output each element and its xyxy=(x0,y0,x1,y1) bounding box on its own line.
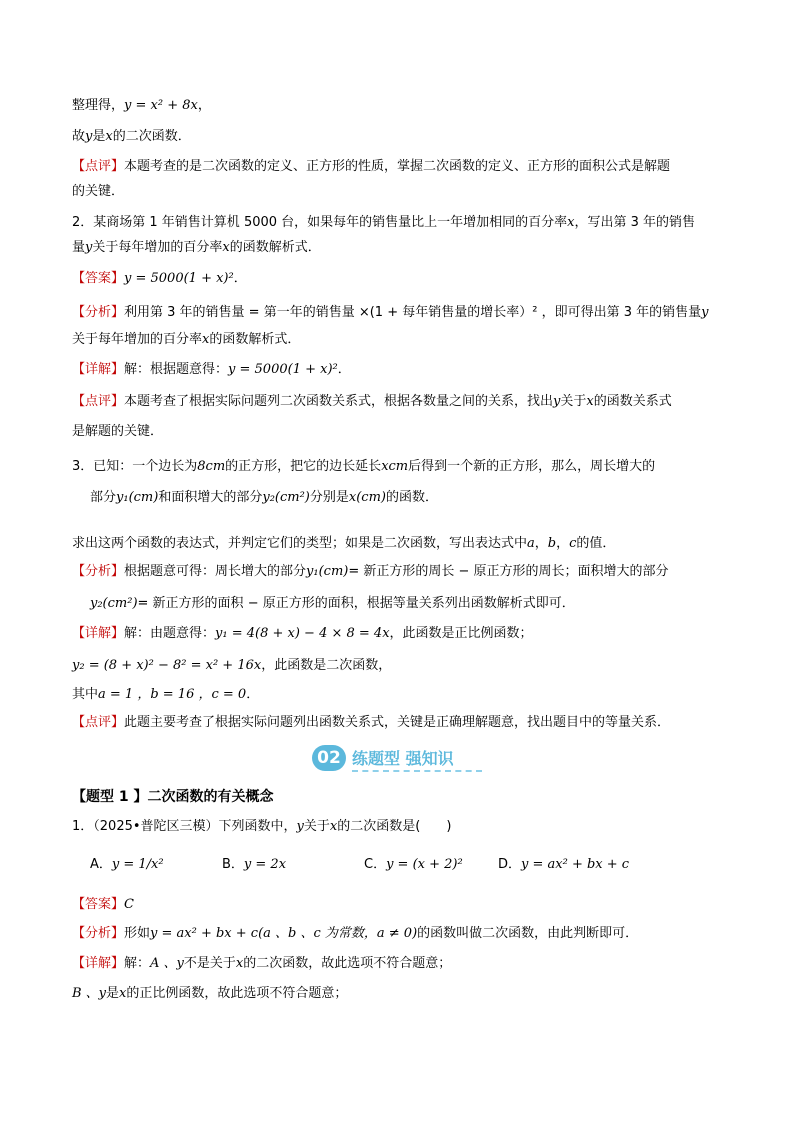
formula: y = 5000(1 + x)² xyxy=(124,271,234,286)
text: 其中 xyxy=(72,687,99,702)
formula: y₂(cm²) xyxy=(262,490,310,505)
analysis-line xyxy=(90,595,575,613)
text: ． xyxy=(233,271,247,286)
option-label: B． xyxy=(222,857,244,872)
text: 分别是 xyxy=(309,490,349,505)
text: = 新正方形的面积 − 原正方形的面积，根据等量关系列出函数解析式即可． xyxy=(137,596,575,611)
formula: xcm xyxy=(381,459,409,474)
option-b xyxy=(222,856,286,874)
question-line xyxy=(72,239,321,257)
formula: y = ax² + bx + c xyxy=(521,857,630,872)
text: 故 xyxy=(72,129,86,144)
text: = 新正方形的周长 − 原正方形的周长；面积增大的部分 xyxy=(348,564,669,579)
option-label: A． xyxy=(90,857,112,872)
formula: A 、y xyxy=(150,956,184,971)
text: ，此函数是正比例函数； xyxy=(389,626,533,641)
formula: y₁ = 4(8 + x) − 4 × 8 = 4x xyxy=(215,626,390,641)
text-line xyxy=(72,97,211,115)
section-number-badge: 02 xyxy=(312,745,346,771)
text: 的值． xyxy=(576,536,616,551)
formula: 8cm xyxy=(197,459,226,474)
formula: a = 1 ，b = 16 ，c = 0 xyxy=(98,687,247,702)
text: 量 xyxy=(72,240,86,255)
answer-line xyxy=(72,896,134,914)
comment-tag: 【点评】 xyxy=(72,394,125,409)
formula: y₁(cm) xyxy=(116,490,159,505)
text: 本题考查的是二次函数的定义、正方形的性质，掌握二次函数的定义、正方形的面积公式是解题 xyxy=(124,159,671,174)
option-d xyxy=(498,856,629,874)
detail-line xyxy=(72,955,451,973)
variable: x xyxy=(586,394,594,409)
variable: a xyxy=(527,536,535,551)
text: 2．某商场第 1 年销售计算机 5000 台，如果每年的销售量比上一年增加相同的百分率 xyxy=(72,215,568,230)
variable: b xyxy=(547,536,557,551)
comment-line xyxy=(72,714,670,732)
question-line xyxy=(72,458,655,476)
text: 求出这两个函数的表达式，并判定它们的类型；如果是二次函数，写出表达式中 xyxy=(72,536,528,551)
text: ． xyxy=(246,687,260,702)
text-line xyxy=(72,183,124,201)
variable: y xyxy=(701,305,709,320)
formula: y₂ = (8 + x)² − 8² = x² + 16x xyxy=(72,658,262,673)
text: 的正比例函数，故此选项不符合题意； xyxy=(126,986,348,1001)
option-a xyxy=(90,856,164,874)
text: 的二次函数，故此选项不符合题意； xyxy=(243,956,452,971)
analysis-line xyxy=(72,331,300,349)
text: 关于每年增加的百分率 xyxy=(72,332,203,347)
analysis-tag: 【分析】 xyxy=(72,564,125,579)
text: 是解题的关键． xyxy=(72,424,164,439)
formula: y = 2x xyxy=(243,857,287,872)
answer-line xyxy=(72,270,247,288)
question-line xyxy=(72,818,451,836)
detail-line xyxy=(72,361,351,379)
analysis-line xyxy=(72,925,638,943)
text-line xyxy=(72,128,191,146)
detail-tag: 【详解】 xyxy=(72,362,125,377)
text: 部分 xyxy=(90,490,117,505)
formula: y₂(cm²) xyxy=(90,596,138,611)
formula: B 、y xyxy=(72,986,107,1001)
analysis-line xyxy=(72,563,669,581)
text: 本题考查了根据实际问题列二次函数关系式，根据各数量之间的关系，找出 xyxy=(124,394,554,409)
section-underline xyxy=(352,770,482,772)
answer-value: C xyxy=(124,897,134,912)
text: 是 xyxy=(106,986,120,1001)
text: 是 xyxy=(92,129,106,144)
formula: y₁(cm) xyxy=(306,564,349,579)
comment-tag: 【点评】 xyxy=(72,715,125,730)
text: 的函数叫做二次函数，由此判断即可． xyxy=(417,926,639,941)
text: 的正方形，把它的边长延长 xyxy=(225,459,382,474)
text: 解：由题意得： xyxy=(124,626,216,641)
formula: x(cm) xyxy=(348,490,386,505)
text: 关于每年增加的百分率 xyxy=(92,240,223,255)
variable: y xyxy=(85,129,93,144)
text: 的函数解析式． xyxy=(229,240,321,255)
comment-line xyxy=(72,158,670,176)
variable: x xyxy=(567,215,575,230)
text: 的关键． xyxy=(72,184,125,199)
text: ． xyxy=(337,362,351,377)
question-line xyxy=(72,214,695,232)
variable: x xyxy=(222,240,230,255)
variable: x xyxy=(105,129,113,144)
text: 后得到一个新的正方形，那么，周长增大的 xyxy=(408,459,656,474)
type-heading: 【题型 1 】二次函数的有关概念 xyxy=(72,789,274,805)
text: 关于 xyxy=(560,394,587,409)
formula: y = ax² + bx + c(a 、b 、c 为常数，a ≠ 0) xyxy=(150,926,418,941)
text: ， xyxy=(197,98,211,113)
text: 1．（2025•普陀区三模）下列函数中， xyxy=(72,819,297,834)
text: 根据题意可得：周长增大的部分 xyxy=(124,564,307,579)
detail-line xyxy=(72,985,347,1003)
detail-line xyxy=(72,686,259,704)
text: 的函数解析式． xyxy=(209,332,301,347)
variable: y xyxy=(296,819,304,834)
analysis-tag: 【分析】 xyxy=(72,305,125,320)
text: 整理得， xyxy=(72,98,125,113)
text: 的二次函数． xyxy=(112,129,191,144)
question-line: 求出这两个函数的表达式，并判定它们的类型；如果是二次函数，写出表达式中a，b，c的值． xyxy=(72,536,616,551)
formula: y = 1/x² xyxy=(111,857,164,872)
text: 和面积增大的部分 xyxy=(158,490,263,505)
answer-tag: 【答案】 xyxy=(72,897,125,912)
comment-line xyxy=(72,393,672,411)
text: 关于 xyxy=(303,819,330,834)
option-label: D． xyxy=(498,857,522,872)
text: 形如 xyxy=(124,926,151,941)
variable: x xyxy=(202,332,210,347)
variable: y xyxy=(553,394,561,409)
detail-tag: 【详解】 xyxy=(72,956,125,971)
text: 的二次函数是( ) xyxy=(337,819,452,834)
text: 不是关于 xyxy=(183,956,236,971)
text: 的函数． xyxy=(385,490,438,505)
option-label: C． xyxy=(364,857,387,872)
analysis-tag: 【分析】 xyxy=(72,926,125,941)
formula: y = (x + 2)² xyxy=(386,857,463,872)
text: 3．已知：一个边长为 xyxy=(72,459,198,474)
variable: x xyxy=(235,956,244,971)
formula: y = x² + 8x xyxy=(124,98,198,113)
detail-line xyxy=(72,625,533,643)
text: ，此函数是二次函数， xyxy=(261,658,392,673)
text: 此题主要考查了根据实际问题列出函数关系式，关键是正确理解题意，找出题目中的等量关系． xyxy=(124,715,671,730)
answer-tag: 【答案】 xyxy=(72,271,125,286)
variable: x xyxy=(119,986,127,1001)
analysis-line xyxy=(72,304,708,322)
text-line xyxy=(72,423,163,441)
text: 的函数关系式 xyxy=(593,394,672,409)
option-c xyxy=(364,856,463,874)
variable: x xyxy=(329,819,338,834)
text: 解：根据题意得： xyxy=(124,362,229,377)
comment-tag: 【点评】 xyxy=(72,159,125,174)
variable: y xyxy=(85,240,93,255)
text: 利用第 3 年的销售量 = 第一年的销售量 ×(1 + 每年销售量的增长率）² ，即可得出第 3 年的销售量 xyxy=(124,305,702,320)
detail-tag: 【详解】 xyxy=(72,626,125,641)
variable: c xyxy=(569,536,577,551)
section-title: 练题型 强知识 xyxy=(352,749,454,768)
detail-line xyxy=(72,657,391,675)
text: ，写出第 3 年的销售 xyxy=(574,215,696,230)
question-line xyxy=(90,489,438,507)
text: 解： xyxy=(124,956,151,971)
formula: y = 5000(1 + x)² xyxy=(228,362,338,377)
